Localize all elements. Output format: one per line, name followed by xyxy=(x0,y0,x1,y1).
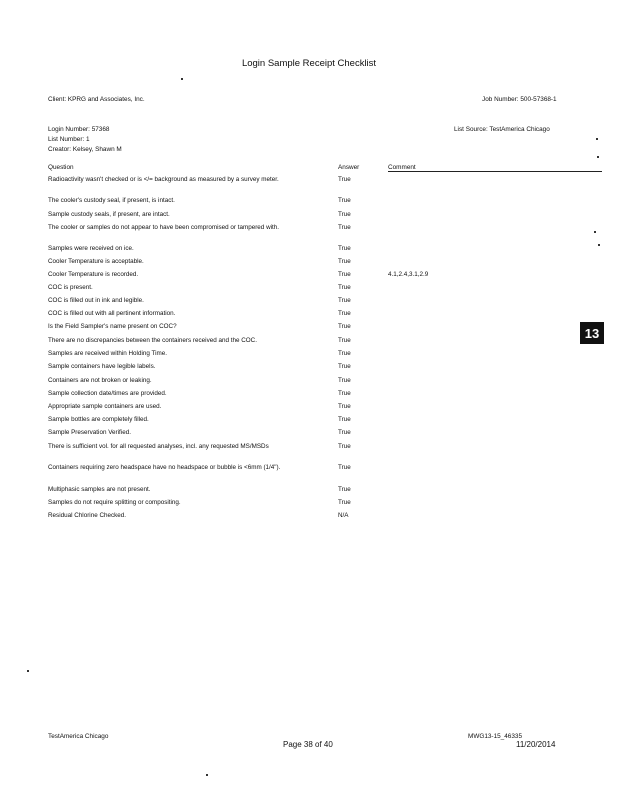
question-text: Containers are not broken or leaking. xyxy=(48,377,152,384)
client-name: Client: KPRG and Associates, Inc. xyxy=(48,96,145,103)
answer-value: True xyxy=(338,377,351,384)
answer-value: True xyxy=(338,176,351,183)
scan-speck xyxy=(27,670,29,672)
answer-value: True xyxy=(338,429,351,436)
question-text: Sample custody seals, if present, are intact. xyxy=(48,211,170,218)
question-text: Sample collection date/times are provided. xyxy=(48,390,167,397)
answer-value: True xyxy=(338,297,351,304)
question-text: COC is filled out with all pertinent information. xyxy=(48,310,176,317)
answer-value: True xyxy=(338,464,351,471)
question-text: There are no discrepancies between the containers received and the COC. xyxy=(48,337,257,344)
scan-speck xyxy=(598,244,600,246)
answer-value: True xyxy=(338,271,351,278)
question-text: Sample containers have legible labels. xyxy=(48,363,156,370)
question-text: There is sufficient vol. for all requested analyses, incl. any requested MS/MSDs xyxy=(48,443,269,450)
question-text: COC is filled out in ink and legible. xyxy=(48,297,144,304)
question-text: COC is present. xyxy=(48,284,93,291)
answer-value: True xyxy=(338,499,351,506)
question-text: Multiphasic samples are not present. xyxy=(48,486,151,493)
scan-speck xyxy=(596,138,598,140)
list-number: List Number: 1 xyxy=(48,136,90,143)
question-text: Sample bottles are completely filled. xyxy=(48,416,149,423)
answer-value: True xyxy=(338,197,351,204)
answer-value: True xyxy=(338,224,351,231)
question-text: Samples are received within Holding Time. xyxy=(48,350,167,357)
column-header-question: Question xyxy=(48,164,74,171)
answer-value: True xyxy=(338,350,351,357)
question-text: Sample Preservation Verified. xyxy=(48,429,131,436)
answer-value: True xyxy=(338,258,351,265)
answer-value: True xyxy=(338,443,351,450)
login-number: Login Number: 57368 xyxy=(48,126,110,133)
question-text: Residual Chlorine Checked. xyxy=(48,512,127,519)
page-title: Login Sample Receipt Checklist xyxy=(241,58,377,69)
answer-value: True xyxy=(338,337,351,344)
answer-value: True xyxy=(338,211,351,218)
answer-value: True xyxy=(338,363,351,370)
comment-value: 4.1,2.4,3.1,2.9 xyxy=(388,271,429,278)
question-text: Samples do not require splitting or compositing. xyxy=(48,499,181,506)
column-header-answer: Answer xyxy=(338,164,360,171)
scan-speck xyxy=(181,78,183,80)
footer-date: 11/20/2014 xyxy=(516,740,556,749)
scan-speck xyxy=(594,231,596,233)
section-tab: 13 xyxy=(580,322,604,344)
scan-speck xyxy=(597,156,599,158)
job-number: Job Number: 500-57368-1 xyxy=(482,96,557,103)
question-text: Cooler Temperature is acceptable. xyxy=(48,258,144,265)
creator: Creator: Kelsey, Shawn M xyxy=(48,146,122,153)
question-text: Samples were received on ice. xyxy=(48,245,134,252)
question-text: Cooler Temperature is recorded. xyxy=(48,271,139,278)
question-text: The cooler or samples do not appear to have been compromised or tampered with. xyxy=(48,224,280,231)
question-text: Containers requiring zero headspace have no headspace or bubble is <6mm (1/4"). xyxy=(48,464,281,471)
answer-value: True xyxy=(338,403,351,410)
answer-value: True xyxy=(338,390,351,397)
scan-speck xyxy=(206,774,208,776)
list-source: List Source: TestAmerica Chicago xyxy=(454,126,550,133)
question-text: Radioactivity wasn't checked or is </= background as measured by a survey meter. xyxy=(48,176,279,183)
answer-value: True xyxy=(338,245,351,252)
answer-value: True xyxy=(338,284,351,291)
footer-doc-id: MWG13-15_46335 xyxy=(468,733,522,740)
question-text: Appropriate sample containers are used. xyxy=(48,403,162,410)
answer-value: N/A xyxy=(338,512,349,519)
answer-value: True xyxy=(338,416,351,423)
answer-value: True xyxy=(338,323,351,330)
comment-header-rule xyxy=(388,171,602,172)
question-text: The cooler's custody seal, if present, is intact. xyxy=(48,197,175,204)
footer-lab: TestAmerica Chicago xyxy=(48,733,109,740)
column-header-comment: Comment xyxy=(388,164,416,171)
answer-value: True xyxy=(338,310,351,317)
footer-page-number: Page 38 of 40 xyxy=(283,740,333,749)
question-text: Is the Field Sampler's name present on COC? xyxy=(48,323,177,330)
answer-value: True xyxy=(338,486,351,493)
